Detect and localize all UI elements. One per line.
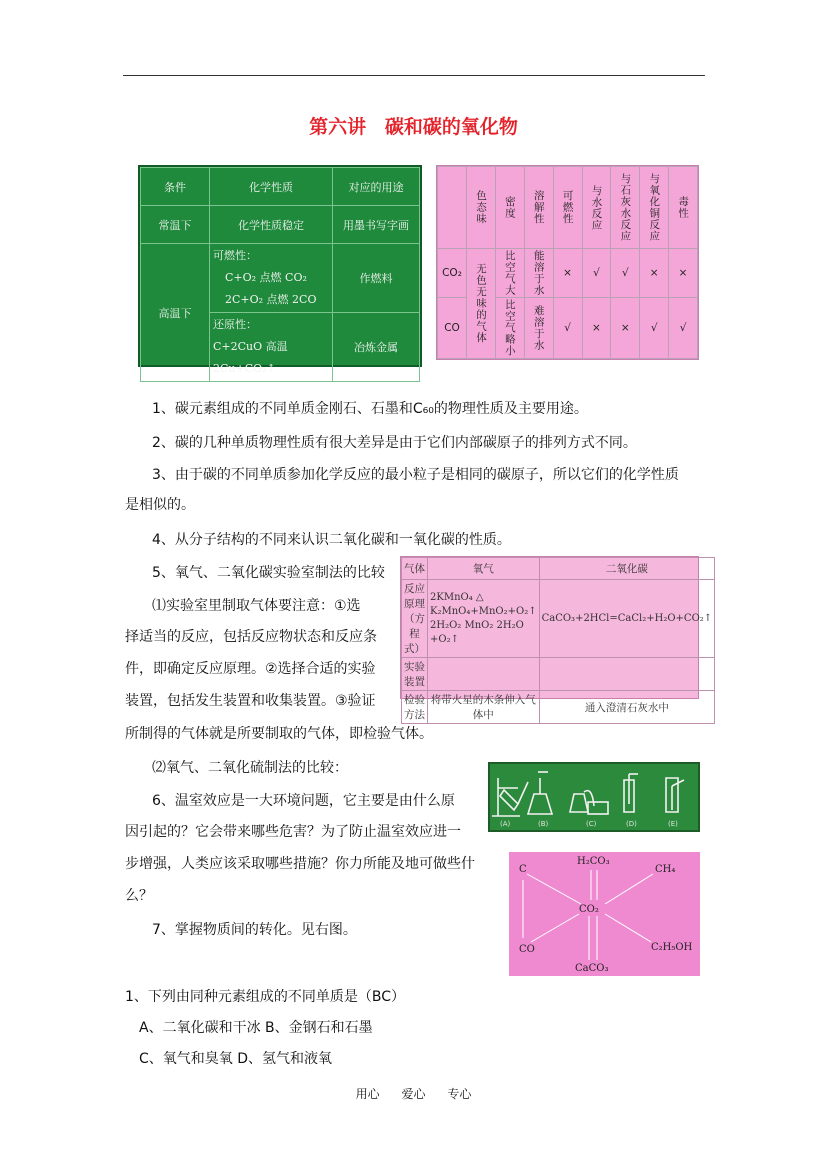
footer-word-1: 用心 <box>355 1087 380 1101</box>
paragraph-6e: 所制得的气体就是所要制取的气体，即检验气体。 <box>125 726 433 742</box>
apparatus-label-c: (C) <box>586 820 597 828</box>
gas-preparation-table <box>400 556 713 721</box>
node-h2co3: H₂CO₃ <box>577 856 610 867</box>
carbon-property-table <box>138 165 422 375</box>
node-caco3: CaCO₃ <box>575 963 609 974</box>
page-footer <box>0 1085 827 1102</box>
corner-cell <box>438 167 467 249</box>
paragraph-6b: 择适当的反应，包括反应物状态和反应条 <box>125 629 377 645</box>
header-cuo-reaction: 与氧化铜反应 <box>640 167 669 249</box>
header-condition: 条件 <box>141 168 210 206</box>
node-ch4: CH₄ <box>655 864 676 875</box>
paragraph-8b: 因引起的？它会带来哪些危害？为了防止温室效应进一 <box>125 824 461 840</box>
paragraph-8d: 么？ <box>125 888 153 904</box>
gas-header-gas: 气体 <box>402 558 428 580</box>
cond-high-temp: 高温下 <box>141 244 210 382</box>
question-1-options-ab: A、二氧化碳和干冰 B、金钢石和石墨 <box>139 1020 373 1036</box>
page-title <box>0 112 827 139</box>
co2-combustible: × <box>553 249 582 298</box>
paragraph-9: 7、掌握物质间的转化。见右图。 <box>152 922 357 938</box>
conversion-diagram-svg <box>509 852 700 976</box>
apparatus-label-b: (B) <box>538 820 549 828</box>
combustibility-cell <box>210 244 333 313</box>
reducibility-label: 还原性： <box>213 318 257 331</box>
apparatus-drawing <box>490 764 698 830</box>
co2-equation: CaCO₃+2HCl=CaCl₂+H₂O+CO₂↑ <box>539 580 715 658</box>
co-toxic: √ <box>669 298 698 359</box>
node-co: CO <box>519 944 535 955</box>
o2-test: 将带火星的木条伸入气体中 <box>428 691 540 724</box>
o2-kmno4-equation: 2KMnO₄ △ K₂MnO₄+MnO₂+O₂↑ <box>430 591 537 617</box>
paragraph-6c: 件，即确定反应原理。②选择合适的实验 <box>125 661 376 677</box>
apparatus-label-e: (E) <box>668 820 678 828</box>
equation-c-o2: C+O₂ 点燃 CO₂ <box>225 271 307 284</box>
header-appearance: 色态味 <box>467 167 496 249</box>
co2-apparatus <box>539 658 715 691</box>
footer-word-2: 爱心 <box>401 1087 426 1101</box>
question-1: 1、下列由同种元素组成的不同单质是（BC） <box>125 989 406 1005</box>
co-combustible: √ <box>553 298 582 359</box>
node-co2: CO₂ <box>579 904 599 915</box>
row-test-method: 检验方法 <box>402 691 428 724</box>
paragraph-8a: 6、温室效应是一大环境问题，它主要是由什么原 <box>152 793 455 809</box>
row-reaction-principle: 反应原理（方程式） <box>402 580 428 658</box>
prop-stable: 化学性质稳定 <box>210 206 333 244</box>
co-limewater: × <box>611 298 640 359</box>
header-rule <box>123 75 705 76</box>
equation-c-cuo: C+2CuO 高温 2Cu+CO₂↑ <box>213 340 288 375</box>
paragraph-6a: ⑴实验室里制取气体要注意：①选 <box>152 598 361 614</box>
header-combustibility: 可燃性 <box>553 167 582 249</box>
paragraph-5: 5、氧气、二氧化碳实验室制法的比较 <box>152 565 385 581</box>
co-density: 比空气略小 <box>495 298 524 359</box>
co2-water: √ <box>582 249 611 298</box>
row-apparatus: 实验装置 <box>402 658 428 691</box>
node-c2h5oh: C₂H₅OH <box>651 942 693 953</box>
paragraph-6d: 装置，包括发生装置和收集装置。③验证 <box>125 693 376 709</box>
node-c: C <box>519 864 527 875</box>
header-chem-prop: 化学性质 <box>210 168 333 206</box>
footer-word-3: 专心 <box>447 1087 472 1101</box>
co-water: × <box>582 298 611 359</box>
title-lecture: 第六讲 <box>309 116 367 138</box>
paragraph-4: 4、从分子结构的不同来认识二氧化碳和一氧化碳的性质。 <box>152 532 511 548</box>
co2-cuo: × <box>640 249 669 298</box>
header-use: 对应的用途 <box>333 168 420 206</box>
paragraph-1: 1、碳元素组成的不同单质金刚石、石墨和C₆₀的物理性质及主要用途。 <box>152 401 588 417</box>
paragraph-8c: 步增强，人类应该采取哪些措施？你力所能及地可做些什 <box>125 856 475 872</box>
paragraph-3a: 3、由于碳的不同单质参加化学反应的最小粒子是相同的碳原子，所以它们的化学性质 <box>152 467 679 483</box>
co2-density: 比空气大 <box>495 249 524 298</box>
use-fuel: 作燃料 <box>333 244 420 313</box>
reducibility-cell <box>210 313 333 382</box>
header-solubility: 溶解性 <box>524 167 553 249</box>
header-density: 密度 <box>495 167 524 249</box>
co2-limewater: √ <box>611 249 640 298</box>
gas-header-o2: 氧气 <box>428 558 540 580</box>
question-1-options-cd: C、氧气和臭氧 D、氢气和液氧 <box>139 1051 333 1067</box>
co2-toxic: × <box>669 249 698 298</box>
use-smelting: 冶炼金属 <box>333 313 420 382</box>
gas-header-co2: 二氧化碳 <box>539 558 715 580</box>
conversion-diagram <box>509 852 700 976</box>
o2-equations <box>428 580 540 658</box>
o2-apparatus <box>428 658 540 691</box>
co-cuo: √ <box>640 298 669 359</box>
lab-apparatus-image <box>488 762 700 832</box>
paragraph-7: ⑵氧气、二氧化硫制法的比较： <box>152 760 348 776</box>
row-co2-label: CO₂ <box>438 249 467 298</box>
combustibility-label: 可燃性： <box>213 249 257 262</box>
co-solubility: 难溶于水 <box>524 298 553 359</box>
header-limewater-reaction: 与石灰水反应 <box>611 167 640 249</box>
title-topic: 碳和碳的氧化物 <box>384 116 518 138</box>
header-toxicity: 毒性 <box>669 167 698 249</box>
equation-2c-o2: 2C+O₂ 点燃 2CO <box>225 293 317 306</box>
cond-room-temp: 常温下 <box>141 206 210 244</box>
co2-test: 通入澄清石灰水中 <box>539 691 715 724</box>
header-water-reaction: 与水反应 <box>582 167 611 249</box>
paragraph-2: 2、碳的几种单质物理性质有很大差异是由于它们内部碳原子的排列方式不同。 <box>152 435 637 451</box>
apparatus-label-a: (A) <box>500 820 511 828</box>
co2-co-comparison-table <box>436 165 699 360</box>
use-writing: 用墨书写字画 <box>333 206 420 244</box>
apparatus-label-d: (D) <box>626 820 637 828</box>
paragraph-3b: 是相似的。 <box>125 497 195 513</box>
o2-h2o2-equation: 2H₂O₂ MnO₂ 2H₂O +O₂↑ <box>430 619 524 645</box>
co2-solubility: 能溶于水 <box>524 249 553 298</box>
row-co-label: CO <box>438 298 467 359</box>
shared-appearance: 无色无味的气体 <box>467 249 496 359</box>
